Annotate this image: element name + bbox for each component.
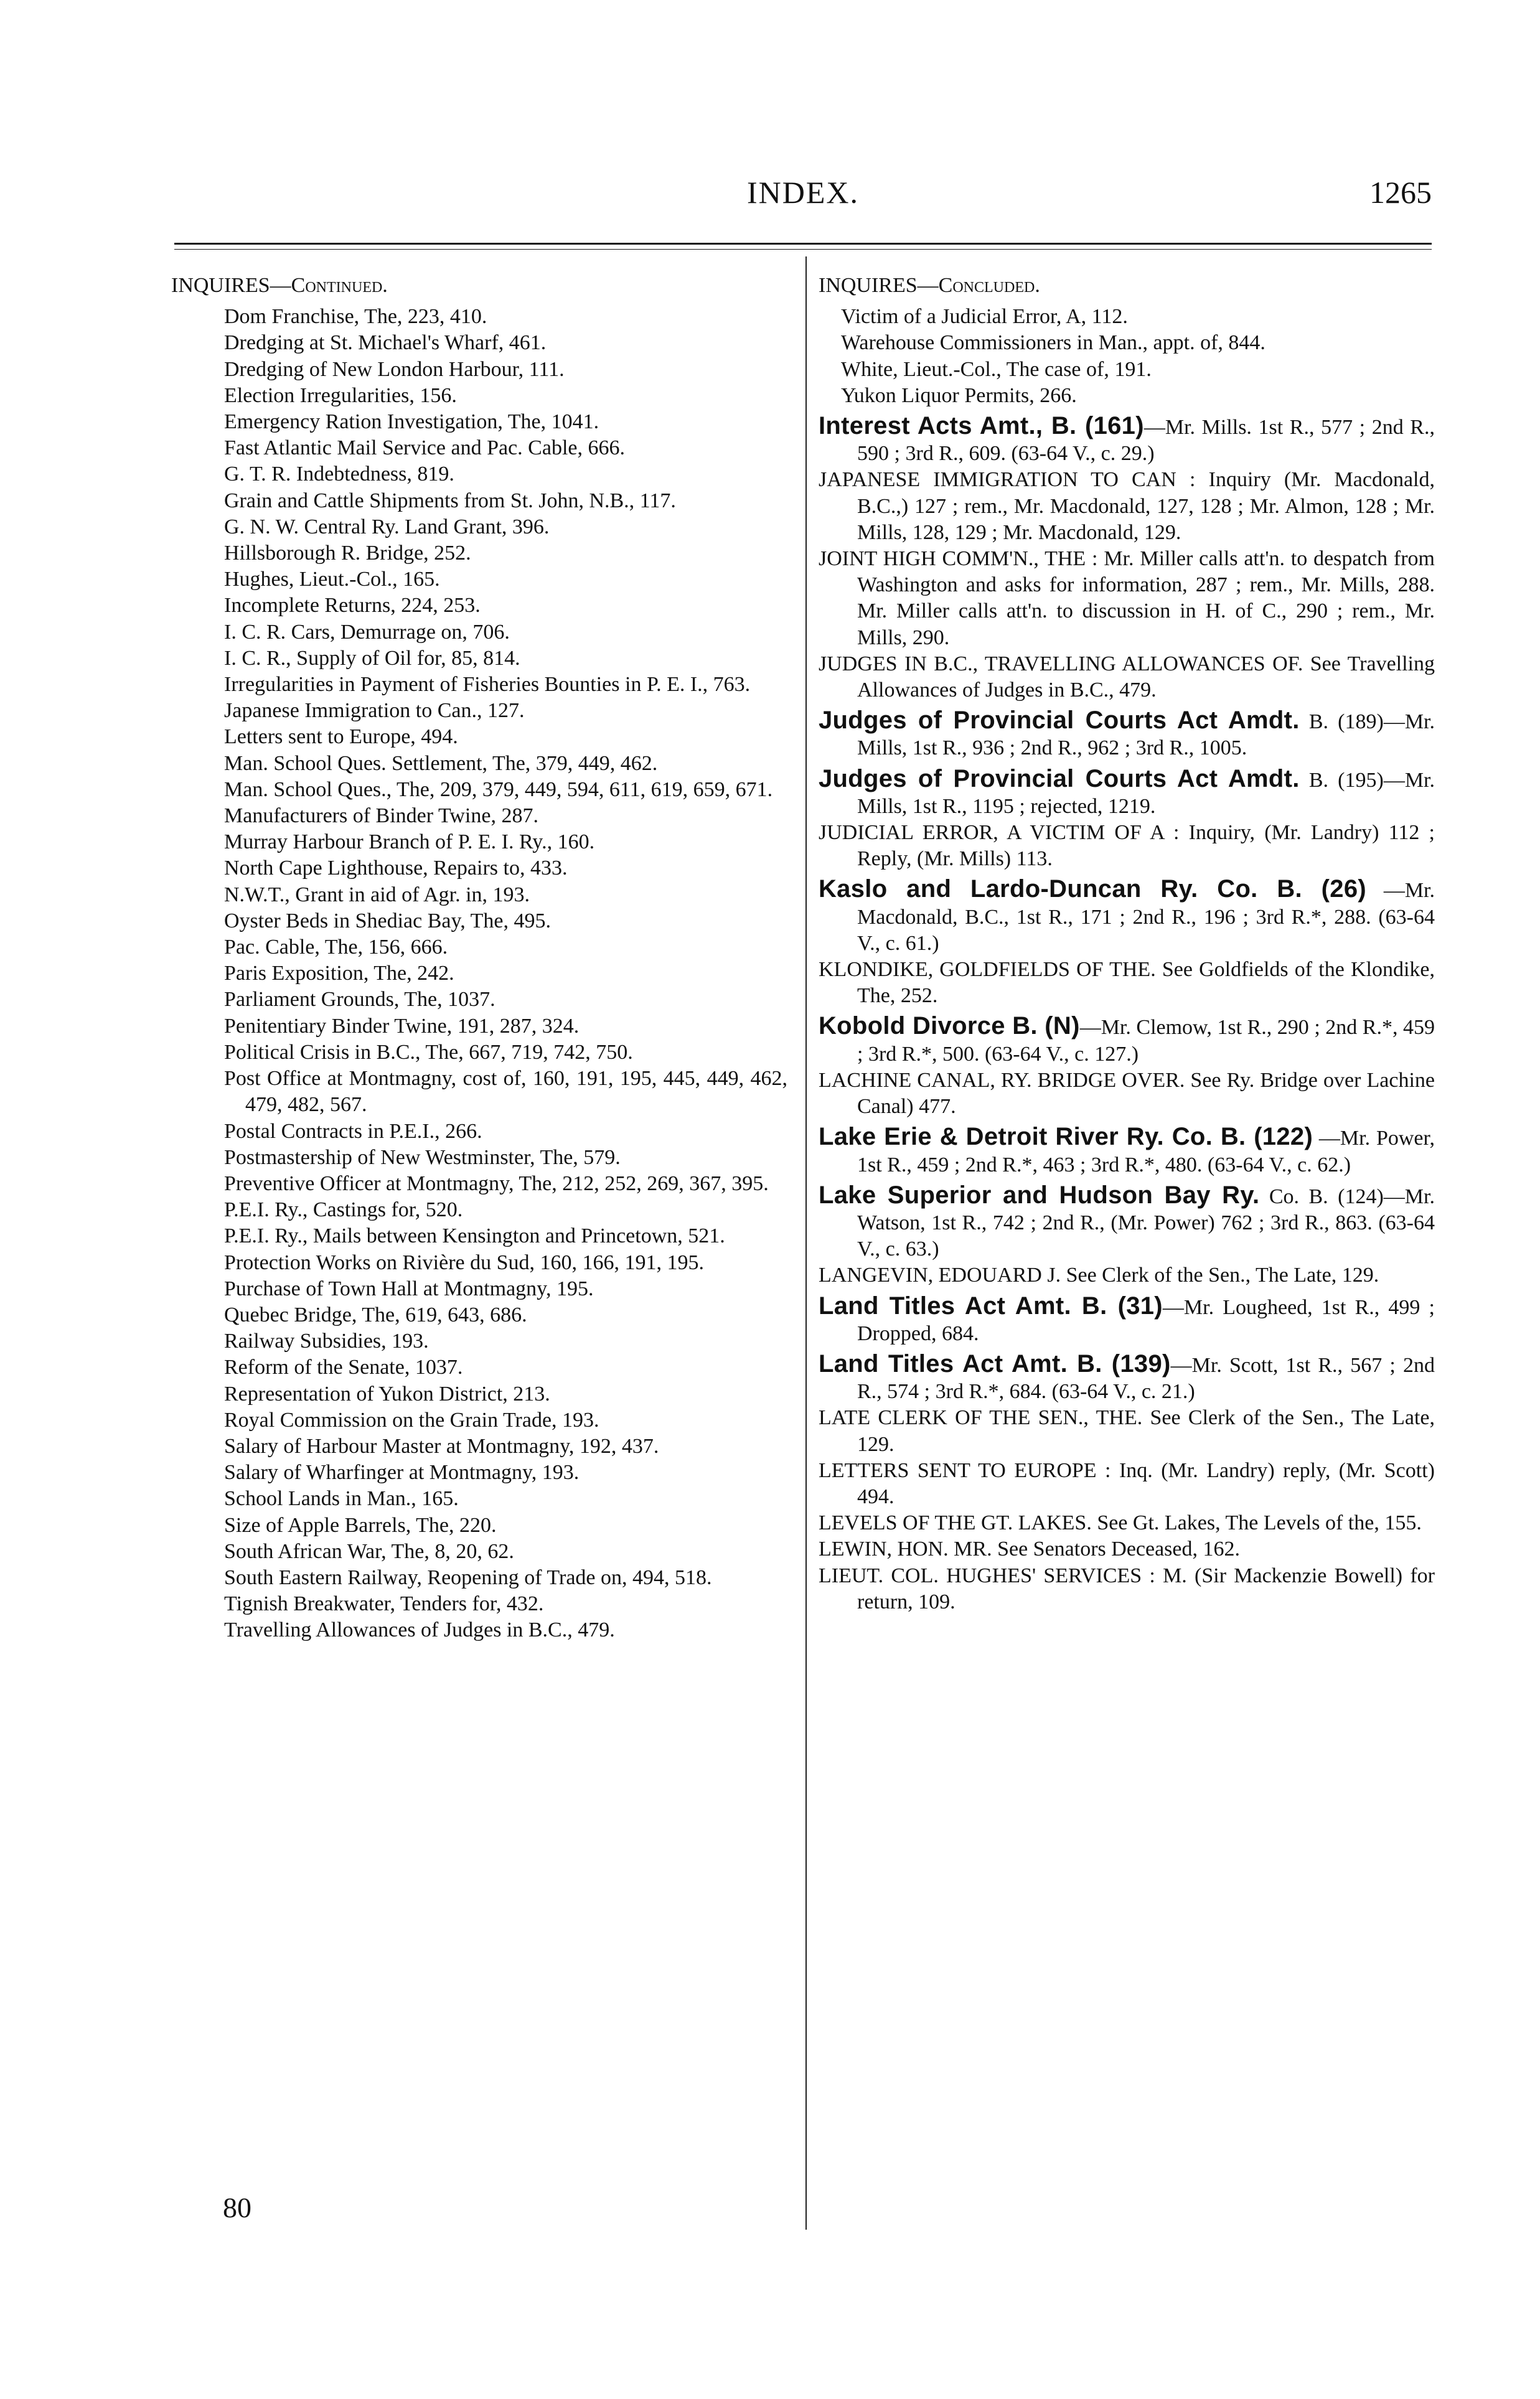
- entry-heading: LETTERS SENT TO EUROPE :: [819, 1458, 1111, 1482]
- index-entry: Dredging of New London Harbour, 111.: [224, 357, 565, 381]
- index-entry: Manufacturers of Binder Twine, 287.: [224, 804, 538, 828]
- index-entry: [819, 1458, 1435, 1510]
- index-entry: Reform of the Senate, 1037.: [224, 1356, 463, 1379]
- index-entry: Purchase of Town Hall at Montmagny, 195.: [224, 1277, 594, 1300]
- entry-text: B. (195)—Mr. Mills, 1st R., 1195 ; rejected, 1219.: [857, 768, 1435, 818]
- index-entry: [819, 766, 1435, 820]
- index-entry: [819, 1563, 1435, 1615]
- index-entry: [819, 1536, 1435, 1562]
- entry-text: Inquiry (Mr. Macdonald, B.C.,) 127 ; rem., Mr. Macdonald, 127, 128 ; Mr. Almon, 128 ; Mr. Mills, 128, 129 ; Mr. Macdonald, 129.: [857, 468, 1435, 544]
- entry-heading: LACHINE CANAL, RY. BRIDGE OVER.: [819, 1068, 1185, 1092]
- index-entry: Grain and Cattle Shipments from St. John, N.B., 117.: [224, 489, 676, 512]
- entry-heading: Land Titles Act Amt. B. (139): [819, 1350, 1171, 1378]
- entry-text: —Mr. Power, 1st R., 459 ; 2nd R.*, 463 ; 3rd R.*, 480. (63-64 V., c. 62.): [857, 1127, 1435, 1176]
- index-entry: Hughes, Lieut.-Col., 165.: [224, 568, 440, 591]
- index-entry: [819, 413, 1435, 467]
- index-entry: [819, 957, 1435, 1009]
- index-entry: Oyster Beds in Shediac Bay, The, 495.: [224, 909, 552, 932]
- index-entry: Hillsborough R. Bridge, 252.: [224, 542, 471, 565]
- index-entry: [819, 1262, 1435, 1289]
- right-column: [819, 273, 1435, 1615]
- header-rule-thick: [174, 243, 1432, 245]
- index-entry: [819, 1351, 1435, 1405]
- entry-heading: LIEUT. COL. HUGHES' SERVICES :: [819, 1564, 1155, 1587]
- entry-heading: Lake Superior and Hudson Bay Ry.: [819, 1181, 1260, 1209]
- entry-heading: JUDICIAL ERROR, A VICTIM OF A :: [819, 821, 1180, 845]
- index-entry: [819, 820, 1435, 872]
- index-entry: Parliament Grounds, The, 1037.: [224, 988, 495, 1012]
- index-entry: G. N. W. Central Ry. Land Grant, 396.: [224, 515, 550, 538]
- running-title: INDEX.: [746, 175, 860, 210]
- entry-heading: Judges of Provincial Courts Act Amdt.: [819, 707, 1300, 735]
- index-entry: [819, 1293, 1435, 1347]
- index-entry: School Lands in Man., 165.: [224, 1487, 459, 1511]
- page-header: [174, 174, 1432, 224]
- index-entry: South Eastern Railway, Reopening of Trade on, 494, 518.: [224, 1566, 712, 1589]
- index-entry: [819, 707, 1435, 761]
- left-column: [171, 273, 787, 1644]
- index-entry: Preventive Officer at Montmagny, The, 212, 252, 269, 367, 395.: [224, 1171, 769, 1195]
- entry-heading: JOINT HIGH COMM'N., THE :: [819, 547, 1098, 571]
- index-entry: Railway Subsidies, 193.: [224, 1330, 429, 1353]
- column-divider: [805, 256, 807, 2230]
- entry-text: Inq. (Mr. Landry) reply, (Mr. Scott) 494.: [857, 1458, 1435, 1508]
- index-entry: [819, 1124, 1435, 1178]
- index-entry: Quebec Bridge, The, 619, 643, 686.: [224, 1303, 527, 1326]
- index-entry: [819, 651, 1435, 703]
- index-entry: Salary of Harbour Master at Montmagny, 192, 437.: [224, 1434, 659, 1458]
- entry-heading: LANGEVIN, EDOUARD J.: [819, 1264, 1061, 1287]
- index-entry: Penitentiary Binder Twine, 191, 287, 324.: [224, 1014, 580, 1038]
- header-rule-thin: [174, 249, 1432, 250]
- entry-heading: LEWIN, HON. MR.: [819, 1538, 992, 1561]
- index-sub-entry: White, Lieut.-Col., The case of, 191.: [841, 357, 1152, 381]
- entry-text: See Gt. Lakes, The Levels of the, 155.: [1091, 1511, 1422, 1535]
- entry-heading: LEVELS OF THE GT. LAKES.: [819, 1511, 1092, 1535]
- entry-text: —Mr. Scott, 1st R., 567 ; 2nd R., 574 ; 3rd R.*, 684. (63-64 V., c. 21.): [857, 1353, 1435, 1404]
- section-heading: [171, 273, 787, 299]
- index-entry: [819, 876, 1435, 957]
- entry-heading: Lake Erie & Detroit River Ry. Co. B. (122): [819, 1123, 1313, 1151]
- index-entry: Election Irregularities, 156.: [224, 383, 457, 407]
- index-entry: [819, 467, 1435, 546]
- index-entry: Irregularities in Payment of Fisheries Bounties in P. E. I., 763.: [224, 673, 751, 697]
- index-entry: Salary of Wharfinger at Montmagny, 193.: [224, 1461, 580, 1485]
- index-entry: Dredging at St. Michael's Wharf, 461.: [224, 331, 547, 355]
- index-entry: Letters sent to Europe, 494.: [224, 725, 458, 749]
- index-entry: [819, 1013, 1435, 1067]
- index-entry: Emergency Ration Investigation, The, 1041.: [224, 410, 599, 434]
- index-sub-entry: Yukon Liquor Permits, 266.: [841, 383, 1077, 407]
- index-entry: Travelling Allowances of Judges in B.C., 479.: [224, 1618, 615, 1642]
- entry-heading: Interest Acts Amt., B. (161): [819, 412, 1144, 440]
- entry-text: See Goldfields of the Klondike, The, 252.: [857, 958, 1435, 1008]
- index-entry: South African War, The, 8, 20, 62.: [224, 1539, 514, 1563]
- entry-heading: KLONDIKE, GOLDFIELDS OF THE.: [819, 958, 1156, 982]
- entry-text: —Mr. Macdonald, B.C., 1st R., 171 ; 2nd R., 196 ; 3rd R.*, 288. (63-64 V., c. 61.): [857, 879, 1435, 955]
- index-entry: Political Crisis in B.C., The, 667, 719, 742, 750.: [224, 1040, 633, 1064]
- index-entry: Fast Atlantic Mail Service and Pac. Cable, 666.: [224, 436, 625, 460]
- entry-text: Mr. Miller calls att'n. to despatch from Washington and asks for information, 287 ; rem., Mr. Mills, 288. Mr. Miller calls att'n. to discussion in H. of C., 290 ; rem., Mr. Mills, 290.: [857, 547, 1435, 649]
- index-entry: Japanese Immigration to Can., 127.: [224, 699, 525, 723]
- index-entry: [819, 546, 1435, 651]
- index-entry: Incomplete Returns, 224, 253.: [224, 594, 481, 617]
- index-entry: Tignish Breakwater, Tenders for, 432.: [224, 1592, 544, 1616]
- section-heading: [819, 273, 1435, 299]
- entry-heading: Kobold Divorce B. (N): [819, 1012, 1080, 1040]
- index-entry: Representation of Yukon District, 213.: [224, 1382, 550, 1406]
- index-entry: [819, 1182, 1435, 1263]
- index-entry: Murray Harbour Branch of P. E. I. Ry., 160.: [224, 830, 595, 854]
- index-entry: P.E.I. Ry., Castings for, 520.: [224, 1198, 463, 1222]
- entry-text: B. (189)—Mr. Mills, 1st R., 936 ; 2nd R., 962 ; 3rd R., 1005.: [857, 710, 1435, 760]
- index-entry: P.E.I. Ry., Mails between Kensington and Princetown, 521.: [224, 1224, 725, 1248]
- entry-text: —Mr. Mills. 1st R., 577 ; 2nd R., 590 ; 3rd R., 609. (63-64 V., c. 29.): [857, 416, 1435, 466]
- entry-heading: JAPANESE IMMIGRATION TO CAN :: [819, 468, 1196, 492]
- index-entry: Pac. Cable, The, 156, 666.: [224, 936, 448, 959]
- index-entry: N.W.T., Grant in aid of Agr. in, 193.: [224, 883, 530, 906]
- section-heading-text: INQUIRES—Continued.: [171, 274, 388, 297]
- index-entry: Dom Franchise, The, 223, 410.: [224, 305, 487, 329]
- entry-text: See Ry. Bridge over Lachine Canal) 477.: [857, 1068, 1435, 1119]
- entry-heading: JUDGES IN B.C., TRAVELLING ALLOWANCES OF.: [819, 652, 1303, 675]
- index-entry: [819, 1068, 1435, 1120]
- index-entry: G. T. R. Indebtedness, 819.: [224, 462, 454, 486]
- index-entry: Paris Exposition, The, 242.: [224, 962, 454, 985]
- entry-text: —Mr. Lougheed, 1st R., 499 ; Dropped, 684.: [857, 1295, 1435, 1345]
- index-entry: I. C. R., Supply of Oil for, 85, 814.: [224, 646, 520, 670]
- entry-heading: LATE CLERK OF THE SEN., THE.: [819, 1406, 1143, 1430]
- index-entry: Size of Apple Barrels, The, 220.: [224, 1513, 497, 1537]
- index-entry: Postmastership of New Westminster, The, 579.: [224, 1145, 621, 1169]
- index-entry: Post Office at Montmagny, cost of, 160, 191, 195, 445, 449, 462, 479, 482, 567.: [224, 1067, 787, 1117]
- entry-heading: Land Titles Act Amt. B. (31): [819, 1292, 1163, 1320]
- index-entry: Man. School Ques., The, 209, 379, 449, 594, 611, 619, 659, 671.: [224, 777, 773, 801]
- entry-text: Co. B. (124)—Mr. Watson, 1st R., 742 ; 2nd R., (Mr. Power) 762 ; 3rd R., 863. (63-64 V., c. 63.): [857, 1185, 1435, 1261]
- index-entry: [819, 1510, 1435, 1536]
- index-entry: Protection Works on Rivière du Sud, 160, 166, 191, 195.: [224, 1251, 705, 1274]
- index-sub-entry: Warehouse Commissioners in Man., appt. of, 844.: [841, 331, 1265, 355]
- index-entry: [819, 1405, 1435, 1457]
- entry-text: See Travelling Allowances of Judges in B.C., 479.: [857, 652, 1435, 702]
- section-heading-text: INQUIRES—Concluded.: [819, 274, 1040, 297]
- entry-heading: Kaslo and Lardo-Duncan Ry. Co. B. (26): [819, 875, 1366, 903]
- entry-text: See Clerk of the Sen., The Late, 129.: [857, 1406, 1435, 1456]
- index-sub-entry: Victim of a Judicial Error, A, 112.: [841, 305, 1128, 329]
- entry-heading: Judges of Provincial Courts Act Amdt.: [819, 764, 1300, 792]
- entry-text: See Clerk of the Sen., The Late, 129.: [1061, 1264, 1379, 1287]
- entry-text: M. (Sir Mackenzie Bowell) for return, 109.: [857, 1564, 1435, 1613]
- entry-text: See Senators Deceased, 162.: [992, 1538, 1240, 1561]
- page-signature: 80: [223, 2192, 251, 2223]
- index-entry: Man. School Ques. Settlement, The, 379, 449, 462.: [224, 751, 658, 775]
- entry-text: Inquiry, (Mr. Landry) 112 ; Reply, (Mr. Mills) 113.: [857, 821, 1435, 871]
- index-entry: I. C. R. Cars, Demurrage on, 706.: [224, 620, 510, 644]
- index-entry: Royal Commission on the Grain Trade, 193.: [224, 1408, 599, 1432]
- entry-text: —Mr. Clemow, 1st R., 290 ; 2nd R.*, 459 ; 3rd R.*, 500. (63-64 V., c. 127.): [857, 1016, 1435, 1066]
- index-entry: North Cape Lighthouse, Repairs to, 433.: [224, 857, 568, 880]
- page-number: 1265: [1369, 175, 1432, 210]
- index-entry: Postal Contracts in P.E.I., 266.: [224, 1119, 482, 1143]
